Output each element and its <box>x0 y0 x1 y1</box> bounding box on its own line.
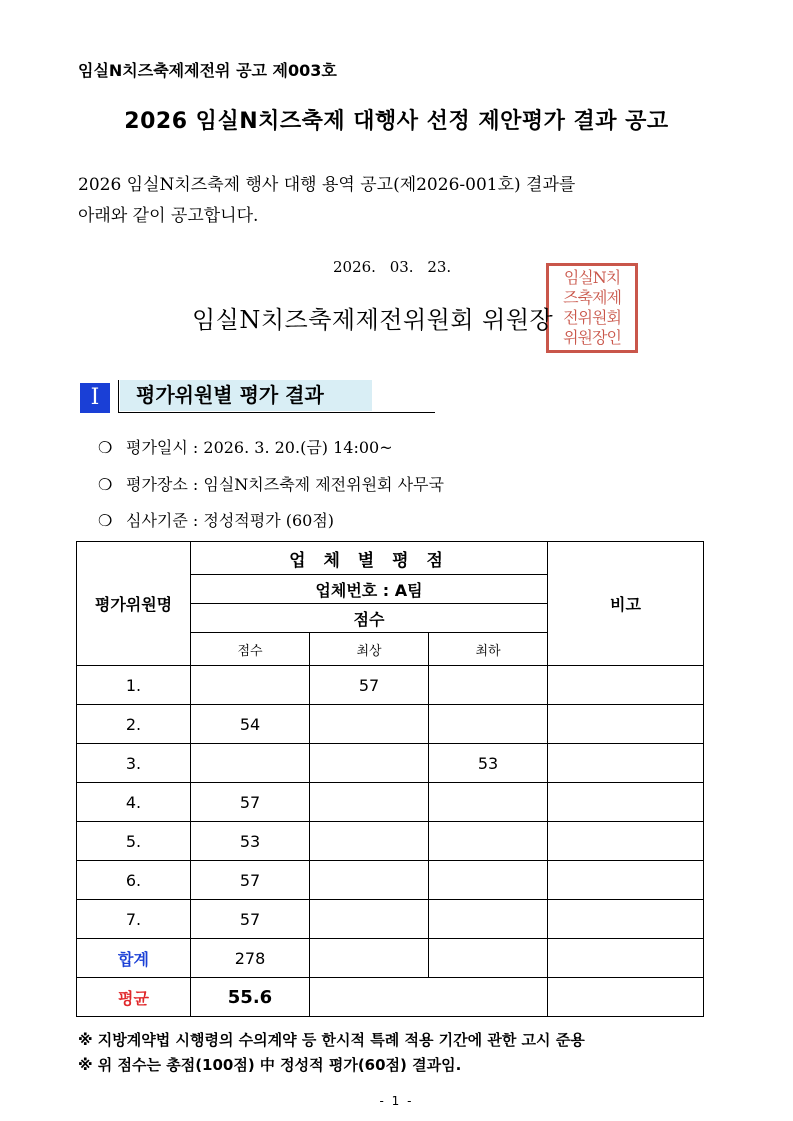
intro-paragraph <box>78 170 718 232</box>
score-cell: 53 <box>191 822 310 861</box>
table-row <box>77 744 704 783</box>
highest-cell <box>310 744 429 783</box>
remarks-cell <box>548 822 704 861</box>
bullet-evaluation-criteria <box>98 508 334 531</box>
highest-cell <box>310 861 429 900</box>
evaluator-label: 1. <box>77 666 191 705</box>
score-cell: 54 <box>191 705 310 744</box>
table-row <box>77 822 704 861</box>
average-row <box>77 978 704 1017</box>
remarks-cell <box>548 666 704 705</box>
average-label: 평균 <box>77 978 191 1017</box>
table-row <box>77 861 704 900</box>
empty-cell <box>429 939 548 978</box>
col-header-remarks: 비고 <box>548 542 704 666</box>
score-cell <box>191 666 310 705</box>
evaluation-score-table <box>76 541 704 1017</box>
seal-line: 임실N치 <box>563 268 621 287</box>
empty-cell <box>310 978 548 1017</box>
subheader-lowest: 최하 <box>429 633 548 666</box>
score-cell <box>191 744 310 783</box>
score-cell: 57 <box>191 861 310 900</box>
lowest-cell <box>429 861 548 900</box>
seal-line: 즈축제제 <box>563 288 621 307</box>
notice-number: 임실N치즈축제제전위 공고 제003호 <box>78 61 337 80</box>
lowest-cell <box>429 705 548 744</box>
document-title: 2026 임실N치즈축제 대행사 선정 제안평가 결과 공고 <box>124 109 669 134</box>
issuing-organization: 임실N치즈축제제전위원회 위원장 <box>192 306 554 334</box>
lowest-cell <box>429 783 548 822</box>
total-row <box>77 939 704 978</box>
seal-line: 전위원회 <box>563 308 621 327</box>
evaluator-label: 2. <box>77 705 191 744</box>
table-row <box>77 705 704 744</box>
col-header-evaluator: 평가위원명 <box>77 542 191 666</box>
seal-line: 위원장인 <box>563 328 621 347</box>
notice-date: 2026. 03. 23. <box>333 258 452 276</box>
lowest-cell <box>429 822 548 861</box>
score-group-header: 점수 <box>191 604 548 633</box>
circle-bullet-icon: ❍ <box>98 511 113 530</box>
highest-cell: 57 <box>310 666 429 705</box>
bullet-text: 심사기준 : 정성적평가 (60점) <box>126 511 335 530</box>
section-title: 평가위원별 평가 결과 <box>120 380 372 411</box>
bullet-text: 평가일시 : 2026. 3. 20.(금) 14:00~ <box>126 438 393 457</box>
table-row <box>77 900 704 939</box>
evaluator-label: 5. <box>77 822 191 861</box>
highest-cell <box>310 822 429 861</box>
empty-cell <box>310 939 429 978</box>
section-number: Ⅰ <box>80 383 110 413</box>
circle-bullet-icon: ❍ <box>98 475 113 494</box>
total-label: 합계 <box>77 939 191 978</box>
evaluator-label: 7. <box>77 900 191 939</box>
total-value: 278 <box>191 939 310 978</box>
table-row <box>77 783 704 822</box>
average-value: 55.6 <box>191 978 310 1017</box>
circle-bullet-icon: ❍ <box>98 438 113 457</box>
remarks-cell <box>548 861 704 900</box>
remarks-cell <box>548 744 704 783</box>
remarks-cell <box>548 978 704 1017</box>
subheader-highest: 최상 <box>310 633 429 666</box>
lowest-cell <box>429 666 548 705</box>
remarks-cell <box>548 939 704 978</box>
table-header-row <box>77 542 704 575</box>
highest-cell <box>310 900 429 939</box>
evaluator-label: 6. <box>77 861 191 900</box>
highest-cell <box>310 705 429 744</box>
intro-line-1: 2026 임실N치즈축제 행사 대행 용역 공고(제2026-001호) 결과를 <box>78 175 576 195</box>
highest-cell <box>310 783 429 822</box>
page-number: - 1 - <box>379 1094 414 1108</box>
bullet-evaluation-date <box>98 435 393 458</box>
score-cell: 57 <box>191 783 310 822</box>
footnote-score: ※ 위 점수는 총점(100점) 中 정성적 평가(60점) 결과임. <box>78 1056 462 1074</box>
remarks-cell <box>548 900 704 939</box>
evaluator-label: 4. <box>77 783 191 822</box>
remarks-cell <box>548 783 704 822</box>
subheader-score: 점수 <box>191 633 310 666</box>
col-header-company-scores: 업 체 별 평 점 <box>191 542 548 575</box>
footnote-law: ※ 지방계약법 시행령의 수의계약 등 한시적 특례 적용 기간에 관한 고시 준용 <box>78 1031 585 1049</box>
official-seal-stamp <box>546 263 638 353</box>
bullet-evaluation-place <box>98 472 444 495</box>
bullet-text: 평가장소 : 임실N치즈축제 제전위원회 사무국 <box>126 475 444 494</box>
lowest-cell: 53 <box>429 744 548 783</box>
table-row <box>77 666 704 705</box>
lowest-cell <box>429 900 548 939</box>
company-number-header: 업체번호 : A팀 <box>191 575 548 604</box>
remarks-cell <box>548 705 704 744</box>
score-cell: 57 <box>191 900 310 939</box>
intro-line-2: 아래와 같이 공고합니다. <box>78 206 259 226</box>
evaluator-label: 3. <box>77 744 191 783</box>
